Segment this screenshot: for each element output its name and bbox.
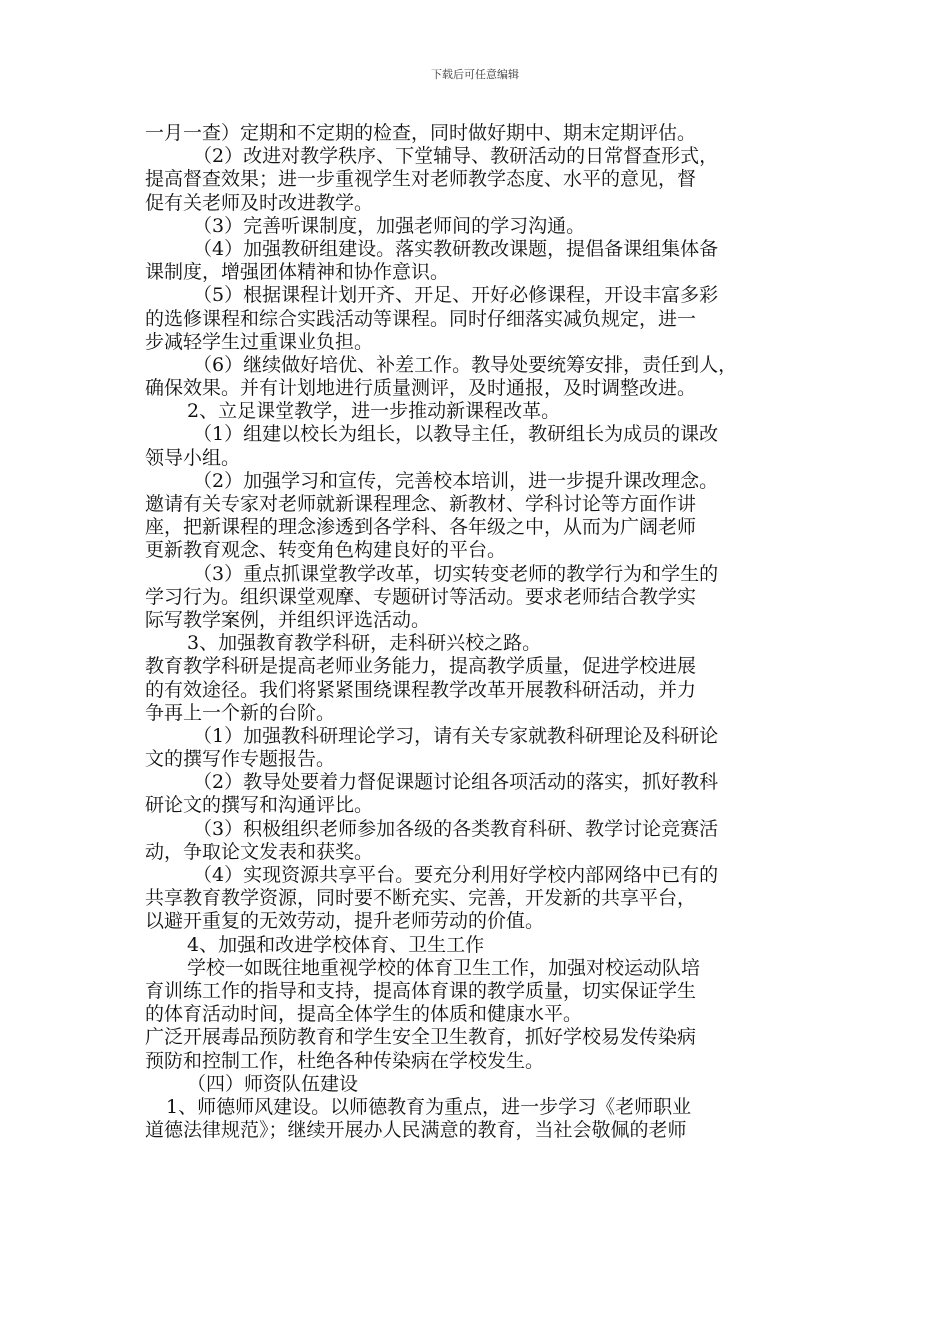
text-line: （1）组建以校长为组长，以教导主任，教研组长为成员的课改 — [193, 423, 719, 446]
text-line: 步减轻学生过重课业负担。 — [145, 330, 374, 353]
text-line: （5）根据课程计划开齐、开足、开好必修课程，开设丰富多彩 — [193, 284, 719, 307]
text-line: 文的撰写作专题报告。 — [145, 748, 336, 771]
section-heading: （四）师资队伍建设 — [187, 1072, 359, 1095]
text-line: 育训练工作的指导和支持，提高体育课的教学质量，切实保证学生 — [145, 979, 697, 1002]
text-line: 动，争取论文发表和获奖。 — [145, 840, 374, 863]
text-line: 共享教育教学资源，同时要不断充实、完善，开发新的共享平台， — [145, 887, 697, 910]
text-line: 广泛开展毒品预防教育和学生安全卫生教育，抓好学校易发传染病 — [145, 1026, 697, 1049]
text-line: 领导小组。 — [145, 446, 241, 469]
text-line: 一月一查）定期和不定期的检查，同时做好期中、期末定期评估。 — [145, 122, 697, 144]
text-line: （2）加强学习和宣传，完善校本培训，进一步提升课改理念。 — [193, 469, 719, 492]
text-line: 学习行为。组织课堂观摩、专题研讨等活动。要求老师结合教学实 — [145, 585, 697, 608]
text-line: （2）改进对教学秩序、下堂辅导、教研活动的日常督查形式， — [193, 145, 719, 168]
text-line: 的体育活动时间，提高全体学生的体质和健康水平。 — [145, 1003, 583, 1026]
text-line: 研论文的撰写和沟通评比。 — [145, 794, 374, 817]
text-line: 的有效途径。我们将紧紧围绕课程教学改革开展教科研活动，并力 — [145, 678, 697, 701]
section-heading: 2、立足课堂教学，进一步推动新课程改革。 — [187, 400, 561, 423]
text-line: 邀请有关专家对老师就新课程理念、新教材、学科讨论等方面作讲 — [145, 493, 697, 515]
section-heading: 4、加强和改进学校体育、卫生工作 — [187, 933, 485, 956]
text-line: 预防和控制工作，杜绝各种传染病在学校发生。 — [145, 1049, 545, 1072]
text-line: 更新教育观念、转变角色构建良好的平台。 — [145, 539, 507, 562]
text-line: （4）实现资源共享平台。要充分利用好学校内部网络中已有的 — [193, 864, 719, 886]
text-line: 学校一如既往地重视学校的体育卫生工作，加强对校运动队培 — [187, 956, 701, 979]
text-line: （3）积极组织老师参加各级的各类教育科研、教学讨论竞赛活 — [193, 817, 719, 840]
document-body — [145, 122, 809, 1142]
section-heading: 3、加强教育教学科研，走科研兴校之路。 — [187, 632, 542, 655]
text-line: 的选修课程和综合实践活动等课程。同时仔细落实减负规定，进一 — [145, 307, 697, 330]
text-line: 促有关老师及时改进教学。 — [145, 191, 374, 214]
text-line: 争再上一个新的台阶。 — [145, 701, 336, 724]
text-line: 以避开重复的无效劳动，提升老师劳动的价值。 — [145, 910, 545, 933]
text-line: （3）重点抓课堂教学改革，切实转变老师的教学行为和学生的 — [193, 562, 719, 585]
text-line: （2）教导处要着力督促课题讨论组各项活动的落实，抓好教科 — [193, 771, 719, 794]
text-line: 确保效果。并有计划地进行质量测评，及时通报，及时调整改进。 — [145, 377, 697, 400]
text-line: 道德法律规范》；继续开展办人民满意的教育，当社会敬佩的老师 — [145, 1119, 687, 1142]
text-line: 际写教学案例，并组织评选活动。 — [145, 608, 431, 631]
text-line: （6）继续做好培优、补差工作。教导处要统筹安排，责任到人， — [193, 353, 738, 376]
page-header: 下载后可任意编辑 — [431, 68, 519, 81]
text-line: （4）加强教研组建设。落实教研教改课题，提倡备课组集体备 — [193, 237, 719, 260]
text-line: 教育教学科研是提高老师业务能力，提高教学质量，促进学校进展 — [145, 655, 697, 678]
text-line: 1、师德师风建设。以师德教育为重点，进一步学习《老师职业 — [166, 1095, 692, 1118]
text-line: 提高督查效果；进一步重视学生对老师教学态度、水平的意见，督 — [145, 168, 697, 191]
text-line: （3）完善听课制度，加强老师间的学习沟通。 — [193, 214, 586, 237]
text-line: （1）加强教科研理论学习，请有关专家就教科研理论及科研论 — [193, 724, 719, 747]
text-line: 课制度，增强团体精神和协作意识。 — [145, 261, 450, 284]
text-line: 座，把新课程的理念渗透到各学科、各年级之中，从而为广阔老师 — [145, 516, 697, 539]
